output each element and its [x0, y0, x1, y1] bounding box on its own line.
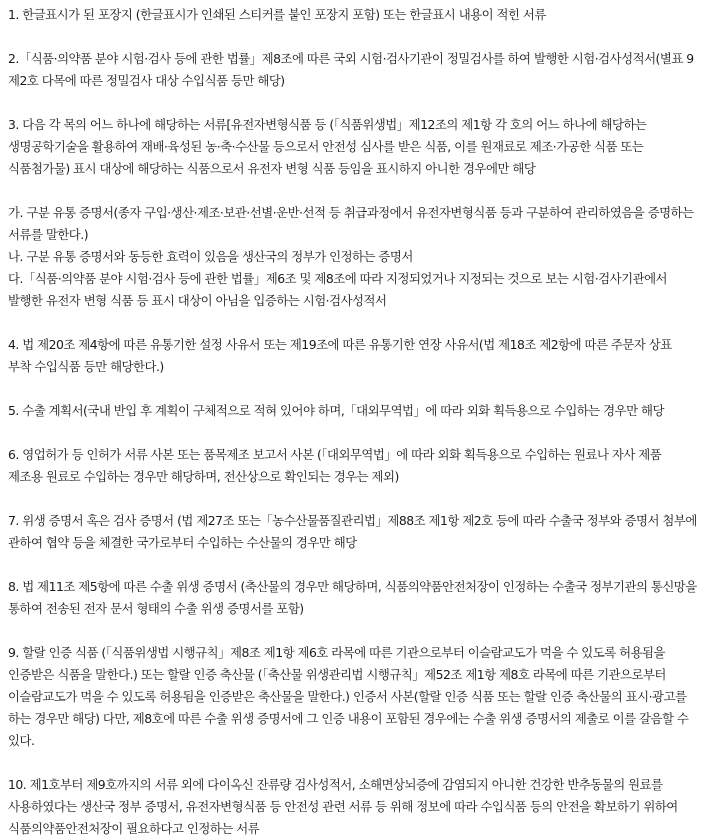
item-4: 4. 법 제20조 제4항에 따른 유통기한 설정 사유서 또는 제19조에 따른 유통기한 연장 사유서(법 제18조 제2항에 따른 주문자 상표 부착 수입식품 등만 해당한다.): [8, 337, 672, 374]
item-9: 9. 할랄 인증 식품 (「식품위생법 시행규칙」제8조 제1항 제6호 라목에 따른 기관으로부터 이슬람교도가 먹을 수 있도록 허용됨을 인증받은 식품을 말한다.) 또는 할랄 인증 축산물 (「축산물 위생관리법 시행규칙」제52조 제1항 제8호 라목에 따른 기관으로부터 이슬람교도가 먹을 수 있도록 허용됨을 인증받은 축산물을 말한다.) 인증서 사본(할랄 인증 식품 또는 할랄 인증 축산물의 표시·광고를 하는 경우만 해당) 다만, 제8호에 따른 수출 위생 증명서에 그 인증 내용이 포함된 경우에는 수출 위생 증명서의 제출로 이를 갈음할 수 있다.: [8, 645, 689, 748]
item-2: 2.「식품·의약품 분야 시험·검사 등에 관한 법률」제8조에 따른 국외 시험·검사기관이 정밀검사를 하여 발행한 시험·검사성적서(별표 9 제2호 다목에 따른 정밀검사 대상 수입식품 등만 해당): [8, 51, 694, 88]
item-7: 7. 위생 증명서 혹은 검사 증명서 (법 제27조 또는「농수산물품질관리법」제88조 제1항 제2호 등에 따라 수출국 정부와 증명서 첨부에 관하여 협약 등을 체결한 국가로부터 수입하는 수산물의 경우만 해당: [8, 513, 697, 550]
item-8: 8. 법 제11조 제5항에 따른 수출 위생 증명서 (축산물의 경우만 해당하며, 식품의약품안전처장이 인정하는 수출국 정부기관의 통신망을 통하여 전송된 전자 문서 형태의 수출 위생 증명서를 포함): [8, 579, 697, 616]
item-1: 1. 한글표시가 된 포장지 (한글표시가 인쇄된 스티커를 붙인 포장지 포함) 또는 한글표시 내용이 적힌 서류: [8, 7, 546, 22]
item-3-da: 다.「식품·의약품 분야 시험·검사 등에 관한 법률」제6조 및 제8조에 따라 지정되었거나 지정되는 것으로 보는 시험·검사기관에서 발행한 유전자 변형 식품 등 표시 대상이 아님을 입증하는 시험·검사성적서: [8, 271, 668, 308]
item-10: 10. 제1호부터 제9호까지의 서류 외에 다이옥신 잔류량 검사성적서, 소해면상뇌증에 감염되지 아니한 건강한 반추동물의 원료를 사용하였다는 생산국 정부 증명서, 유전자변형식품 등 안전성 관련 서류 등 위해 정보에 따라 수입식품 등의 안전을 확보하기 위하여 식품의약품안전처장이 필요하다고 인정하는 서류: [8, 777, 678, 836]
item-3-na: 나. 구분 유통 증명서와 동등한 효력이 있음을 생산국의 정부가 인정하는 증명서: [8, 249, 413, 264]
item-3-ga: 가. 구분 유통 증명서(종자 구입·생산·제조·보관·선별·운반·선적 등 취급과정에서 유전자변형식품 등과 구분하여 관리하였음을 증명하는 서류를 말한다.): [8, 205, 694, 242]
item-5: 5. 수출 계획서(국내 반입 후 계획이 구체적으로 적혀 있어야 하며,「대외무역법」에 따라 외화 획득용으로 수입하는 경우만 해당: [8, 403, 664, 418]
item-6: 6. 영업허가 등 인허가 서류 사본 또는 품목제조 보고서 사본 (「대외무역법」에 따라 외화 획득용으로 수입하는 원료나 자사 제품 제조용 원료로 수입하는 경우만 해당하며, 전산상으로 확인되는 경우는 제외): [8, 447, 662, 484]
item-3: 3. 다음 각 목의 어느 하나에 해당하는 서류[유전자변형식품 등 (「식품위생법」제12조의 제1항 각 호의 어느 하나에 해당하는 생명공학기술을 활용하여 재배·육성된 농·축·수산물 등으로서 안전성 심사를 받은 식품, 이를 원재료로 제조·가공한 식품 또는 식품첨가물) 표시 대상에 해당하는 식품으로서 유전자 변형 식품 등임을 표시하지 아니한 경우에만 해당: [8, 117, 647, 176]
